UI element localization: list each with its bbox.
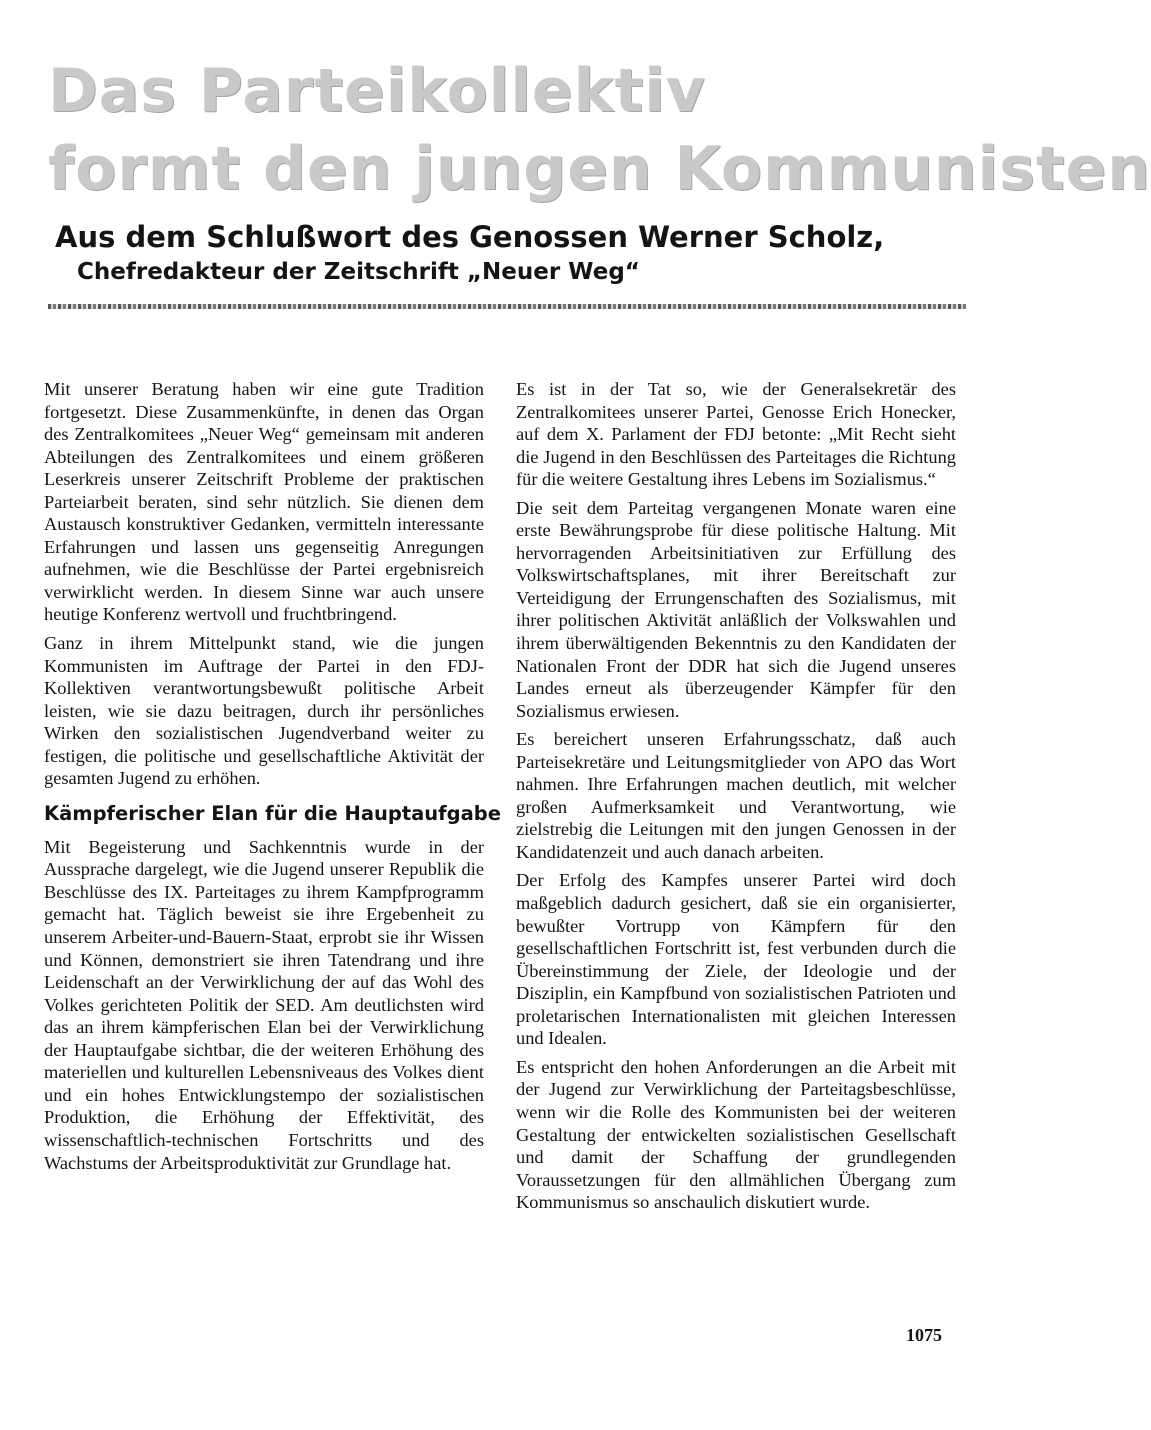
page-number: 1075 [906, 1325, 942, 1345]
left-paragraph-3: Mit Begeisterung und Sachkenntnis wurde in der Aussprache dargelegt, wie die Jugend unserer Republik die Beschlüsse des IX. Parteitages zu ihrem Kampfprogramm gemacht hat. Täglich beweist sie ihre Ergebenheit zu unserem Arbeiter-und-Bauern-Staat, erprobt sie ihr Wissen und Können, demonstriert sie ihren Tatendrang und ihre Leidenschaft an der Verwirklichung der auf das Wohl des Volkes gerichteten Politik der SED. Am deutlichsten wird das an ihrem kämpferischen Elan bei der Verwirklichung der Hauptaufgabe sichtbar, die der weiteren Erhöhung des materiellen und kulturellen Lebensniveaus des Volkes dient und ein hohes Entwicklungstempo der sozialistischen Produktion, die Erhöhung der Effektivität, des wissenschaftlich-technischen Fortschritts und des Wachstums der Arbeitsproduktivität zur Grundlage hat. [44, 836, 484, 1173]
right-paragraph-4: Der Erfolg des Kampfes unserer Partei wird doch maßgeblich dadurch gesichert, daß sie ein organisierter, bewußter Vortrupp von Kämpfern für den gesellschaftlichen Fortschritt ist, fest verbunden durch die Übereinstimmung der Ziele, der Ideologie und der Disziplin, ein Kampfbund von sozialistischen Patrioten und proletarischen Internationalisten mit gleichen Interessen und Idealen. [516, 870, 956, 1049]
title-line-2: formt den jungen Kommunisten [48, 134, 1151, 204]
right-column [516, 378, 956, 1220]
right-paragraph-1: Es ist in der Tat so, wie der Generalsekretär des Zentralkomitees unserer Partei, Genosse Erich Honecker, auf dem X. Parlament der FDJ betonte: „Mit Recht sieht die Jugend in den Beschlüssen des Parteitages die Richtung für die weitere Gestaltung ihres Lebens im Sozialismus.“ [516, 379, 956, 490]
subtitle-line-2: Chefredakteur der Zeitschrift „Neuer Weg“ [77, 259, 640, 285]
left-column [44, 378, 501, 1180]
article-title [48, 52, 1151, 208]
title-divider [48, 304, 966, 309]
article-subtitle [55, 218, 975, 288]
left-paragraph-1: Mit unserer Beratung haben wir eine gute Tradition fortgesetzt. Diese Zusammenkünfte, in denen das Organ des Zentralkomitees „Neuer Weg“ gemeinsam mit anderen Abteilungen des Zentralkomitees und einem größeren Leserkreis unserer Zeitschrift Probleme der praktischen Parteiarbeit beraten, sind sehr nützlich. Sie dienen dem Austausch konstruktiver Gedanken, vermitteln interessante Erfahrungen und lassen uns gegenseitig Anregungen aufnehmen, wie die Beschlüsse der Partei ergebnisreich verwirklicht werden. In diesem Sinne war auch unsere heutige Konferenz wertvoll und fruchtbringend. [44, 379, 484, 625]
left-paragraph-2: Ganz in ihrem Mittelpunkt stand, wie die jungen Kommunisten im Auftrage der Partei in den FDJ-Kollektiven verantwortungsbewußt politische Arbeit leisten, wie sie dazu beitragen, durch ihr persönliches Wirken den sozialistischen Jugendverband weiter zu festigen, die politische und gesellschaftliche Aktivität der gesamten Jugend zu erhöhen. [44, 633, 484, 789]
right-paragraph-2: Die seit dem Parteitag vergangenen Monate waren eine erste Bewährungsprobe für diese politische Haltung. Mit hervorragenden Arbeitsinitiativen zur Erfüllung des Volkswirtschaftsplanes, mit ihrer Bereitschaft zur Verteidigung der Errungenschaften des Sozialismus, mit ihrer politischen Aktivität anläßlich der Volkswahlen und ihrem überwältigenden Bekenntnis zu den Kandidaten der Nationalen Front der DDR hat sich die Jugend unseres Landes erneut als überzeugender Kämpfer für den Sozialismus erwiesen. [516, 497, 956, 721]
title-line-1: Das Parteikollektiv [48, 56, 706, 126]
right-paragraph-5: Es entspricht den hohen Anforderungen an die Arbeit mit der Jugend zur Verwirklichung der Parteitagsbeschlüsse, wenn wir die Rolle des Kommunisten bei der weiteren Gestaltung der entwickelten sozialistischen Gesellschaft und damit der Schaffung der grundlegenden Voraussetzungen für den allmählichen Übergang zum Kommunismus so anschaulich diskutiert wurde. [516, 1056, 956, 1213]
subtitle-line-1: Aus dem Schlußwort des Genossen Werner Scholz, [55, 220, 885, 254]
section-heading: Kämpferischer Elan für die Hauptaufgabe [44, 801, 501, 825]
right-paragraph-3: Es bereichert unseren Erfahrungsschatz, daß auch Parteisekretäre und Leitungsmitglieder von APO das Wort nahmen. Ihre Erfahrungen machen deutlich, mit welcher großen Aufmerksamkeit und Verantwortung, wie zielstrebig die Leitungen mit den jungen Genossen in der Kandidatenzeit und auch danach arbeiten. [516, 729, 956, 862]
